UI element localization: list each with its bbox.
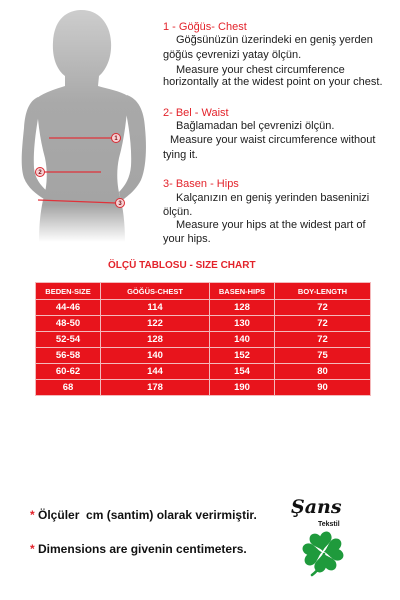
table-header-row bbox=[36, 283, 371, 300]
chest-instruction-line: horizontally at the widest point on your chest. bbox=[163, 76, 383, 88]
note-text: Ölçüler cm (santim) olarak verirmiştir. bbox=[38, 508, 257, 522]
waist-instruction-line: Bağlamadan bel çevrenizi ölçün. bbox=[176, 120, 335, 132]
table-row bbox=[36, 332, 371, 348]
table-row bbox=[36, 364, 371, 380]
cell-size: 48-50 bbox=[36, 316, 101, 332]
column-header-size: BEDEN-SIZE bbox=[36, 283, 101, 300]
cell-length: 72 bbox=[275, 316, 371, 332]
waist-instruction-line: tying it. bbox=[163, 149, 198, 161]
hips-title: 3- Basen - Hips bbox=[163, 178, 239, 190]
chest-instruction-line: Measure your chest circumference bbox=[176, 64, 345, 76]
table-row bbox=[36, 348, 371, 364]
cell-length: 80 bbox=[275, 364, 371, 380]
body-silhouette-icon bbox=[0, 0, 160, 250]
cell-size: 68 bbox=[36, 380, 101, 396]
hip-marker-label: 3 bbox=[118, 201, 122, 208]
column-header-chest: GÖĞÜS-CHEST bbox=[101, 283, 210, 300]
logo-name: Şans bbox=[291, 496, 342, 518]
cell-chest: 114 bbox=[101, 300, 210, 316]
size-chart-table bbox=[35, 282, 371, 396]
note-english bbox=[30, 541, 247, 557]
chest-instruction-line: göğüs çevrenizi yatay ölçün. bbox=[163, 49, 302, 61]
cell-length: 90 bbox=[275, 380, 371, 396]
waist-marker-label: 2 bbox=[38, 170, 42, 177]
chest-instruction-line: Göğsünüzün üzerindeki en geniş yerden bbox=[176, 34, 373, 46]
cell-size: 56-58 bbox=[36, 348, 101, 364]
note-bullet: * bbox=[30, 542, 35, 556]
cell-hips: 140 bbox=[210, 332, 275, 348]
cell-size: 52-54 bbox=[36, 332, 101, 348]
cell-hips: 154 bbox=[210, 364, 275, 380]
table-row bbox=[36, 316, 371, 332]
note-turkish bbox=[30, 507, 257, 523]
hips-instruction-line: Measure your hips at the widest part of bbox=[176, 219, 366, 231]
hips-instruction-line: Kalçanızın en geniş yerinden baseninizi bbox=[176, 192, 370, 204]
clover-leaves bbox=[302, 531, 345, 574]
cell-chest: 178 bbox=[101, 380, 210, 396]
cell-hips: 152 bbox=[210, 348, 275, 364]
cell-size: 60-62 bbox=[36, 364, 101, 380]
hips-instruction-line: ölçün. bbox=[163, 206, 193, 218]
hips-instruction-line: your hips. bbox=[163, 233, 211, 245]
waist-title: 2- Bel - Waist bbox=[163, 107, 229, 119]
silhouette-torso bbox=[37, 10, 128, 242]
note-text: Dimensions are givenin centimeters. bbox=[38, 542, 247, 556]
cell-length: 72 bbox=[275, 300, 371, 316]
table-row bbox=[36, 380, 371, 396]
cell-length: 75 bbox=[275, 348, 371, 364]
cell-hips: 130 bbox=[210, 316, 275, 332]
waist-instruction-line: Measure your waist circumference without bbox=[170, 134, 376, 146]
four-leaf-clover-icon bbox=[298, 527, 348, 577]
cell-chest: 144 bbox=[101, 364, 210, 380]
logo-subtitle: Tekstil bbox=[318, 521, 340, 528]
cell-length: 72 bbox=[275, 332, 371, 348]
cell-chest: 140 bbox=[101, 348, 210, 364]
table-row bbox=[36, 300, 371, 316]
chest-marker-label: 1 bbox=[114, 136, 118, 143]
cell-hips: 128 bbox=[210, 300, 275, 316]
column-header-length: BOY-LENGTH bbox=[275, 283, 371, 300]
size-chart-title: ÖLÇÜ TABLOSU - SIZE CHART bbox=[108, 260, 256, 271]
chest-title: 1 - Göğüs- Chest bbox=[163, 21, 247, 33]
cell-size: 44-46 bbox=[36, 300, 101, 316]
cell-hips: 190 bbox=[210, 380, 275, 396]
column-header-hips: BASEN-HIPS bbox=[210, 283, 275, 300]
cell-chest: 128 bbox=[101, 332, 210, 348]
cell-chest: 122 bbox=[101, 316, 210, 332]
note-bullet: * bbox=[30, 508, 35, 522]
